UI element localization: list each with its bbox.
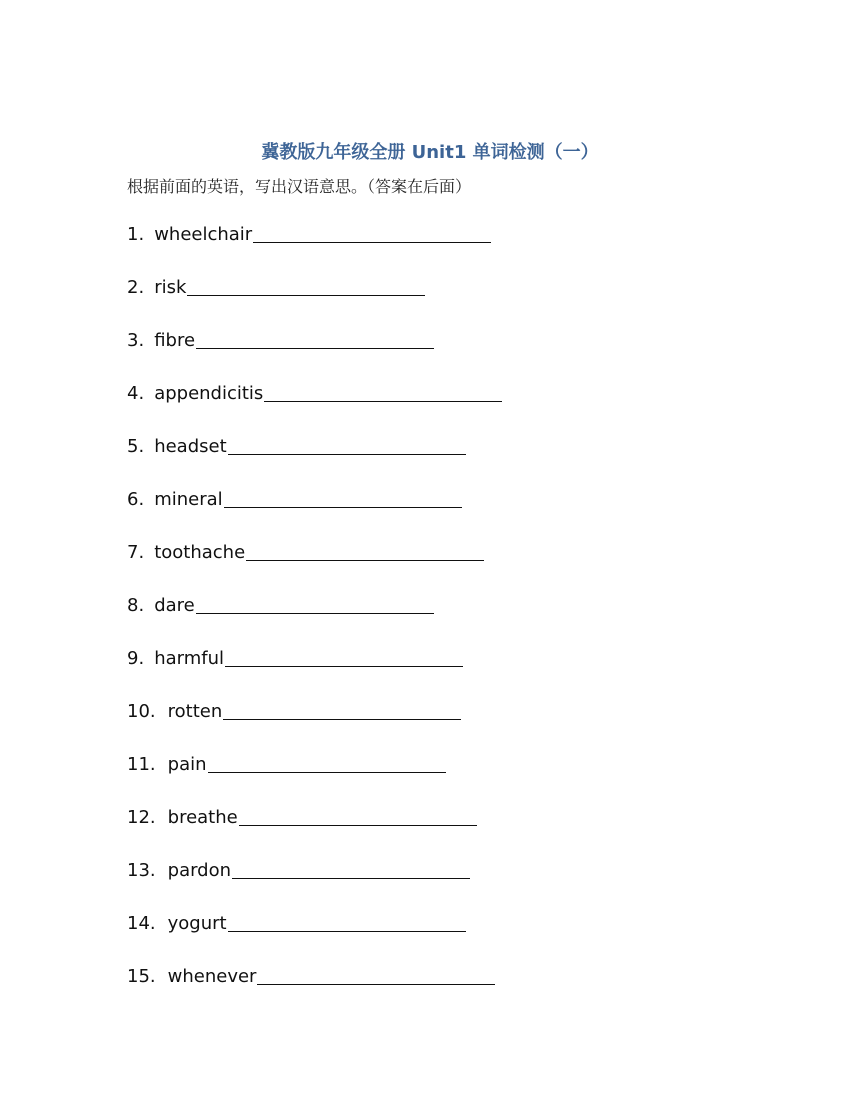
item-number: 2. xyxy=(127,277,145,298)
item-number: 10. xyxy=(127,701,156,722)
answer-blank[interactable] xyxy=(225,646,463,667)
answer-blank[interactable] xyxy=(224,487,462,508)
instruction-text: 根据前面的英语，写出汉语意思。（答案在后面） xyxy=(127,177,472,196)
item-word: rotten xyxy=(167,701,223,722)
item-word: whenever xyxy=(167,966,257,987)
answer-blank[interactable] xyxy=(196,593,434,614)
item-number: 12. xyxy=(127,807,156,828)
item-number: 7. xyxy=(127,542,145,563)
answer-blank[interactable] xyxy=(228,911,466,932)
item-word: toothache xyxy=(154,542,246,563)
list-item xyxy=(127,858,747,911)
item-word: fibre xyxy=(154,330,196,351)
answer-blank[interactable] xyxy=(253,222,491,243)
list-item xyxy=(127,540,747,593)
list-item xyxy=(127,381,747,434)
list-item xyxy=(127,434,747,487)
answer-blank[interactable] xyxy=(187,275,425,296)
list-item xyxy=(127,593,747,646)
list-item xyxy=(127,275,747,328)
item-word: pain xyxy=(167,754,207,775)
item-word: harmful xyxy=(154,648,224,669)
item-number: 5. xyxy=(127,436,145,457)
item-word: mineral xyxy=(154,489,223,510)
list-item xyxy=(127,222,747,275)
list-item xyxy=(127,699,747,752)
item-number: 4. xyxy=(127,383,145,404)
list-item xyxy=(127,805,747,858)
item-word: risk xyxy=(154,277,187,298)
answer-blank[interactable] xyxy=(246,540,484,561)
item-number: 14. xyxy=(127,913,156,934)
item-number: 1. xyxy=(127,224,145,245)
answer-blank[interactable] xyxy=(257,964,495,985)
item-number: 9. xyxy=(127,648,145,669)
answer-blank[interactable] xyxy=(196,328,434,349)
item-word: wheelchair xyxy=(154,224,253,245)
list-item xyxy=(127,964,747,1017)
item-word: pardon xyxy=(167,860,232,881)
answer-blank[interactable] xyxy=(223,699,461,720)
list-item xyxy=(127,911,747,964)
vocabulary-list xyxy=(127,222,747,1017)
item-number: 6. xyxy=(127,489,145,510)
list-item xyxy=(127,487,747,540)
answer-blank[interactable] xyxy=(264,381,502,402)
item-word: breathe xyxy=(167,807,238,828)
item-number: 13. xyxy=(127,860,156,881)
item-number: 8. xyxy=(127,595,145,616)
answer-blank[interactable] xyxy=(239,805,477,826)
answer-blank[interactable] xyxy=(228,434,466,455)
item-word: headset xyxy=(154,436,227,457)
list-item xyxy=(127,646,747,699)
answer-blank[interactable] xyxy=(232,858,470,879)
item-number: 3. xyxy=(127,330,145,351)
item-number: 15. xyxy=(127,966,156,987)
page-title: 冀教版九年级全册 Unit1 单词检测（一） xyxy=(261,142,599,163)
list-item xyxy=(127,752,747,805)
list-item xyxy=(127,328,747,381)
item-word: appendicitis xyxy=(154,383,264,404)
item-word: yogurt xyxy=(167,913,227,934)
item-number: 11. xyxy=(127,754,156,775)
answer-blank[interactable] xyxy=(208,752,446,773)
item-word: dare xyxy=(154,595,195,616)
